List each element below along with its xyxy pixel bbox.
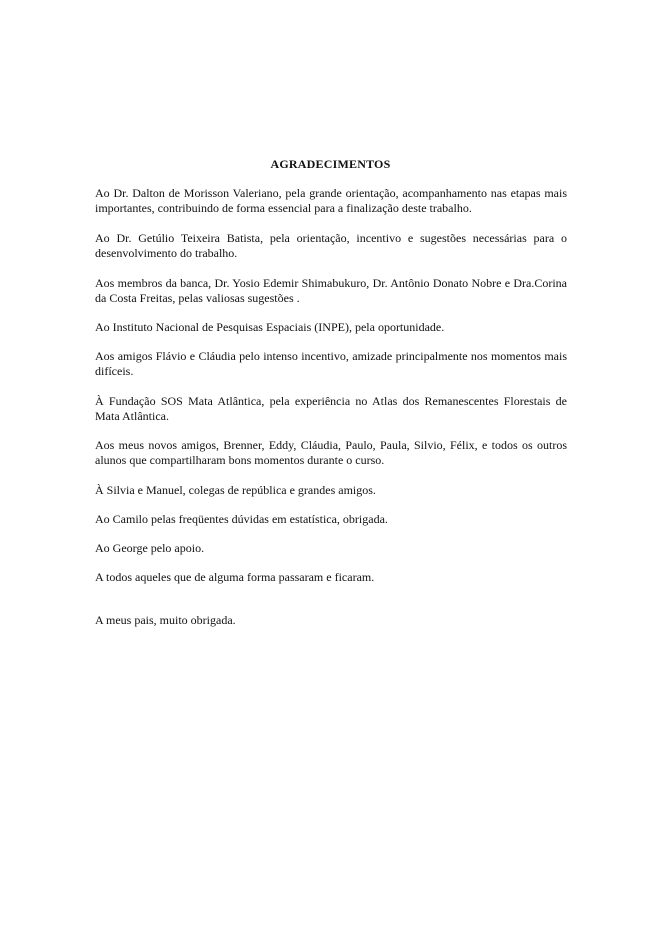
paragraph-camilo: Ao Camilo pelas freqüentes dúvidas em estatística, obrigada. [95, 512, 388, 526]
paragraph-sos-mata: À Fundação SOS Mata Atlântica, pela experiência no Atlas dos Remanescentes Florestais de Mata Atlântica. [95, 394, 567, 423]
paragraph-todos: A todos aqueles que de alguma forma passaram e ficaram. [95, 570, 375, 584]
paragraph-getulio: Ao Dr. Getúlio Teixeira Batista, pela orientação, incentivo e sugestões necessárias para o desenvolvimento do trabalho. [95, 231, 567, 260]
paragraph-pais: A meus pais, muito obrigada. [95, 613, 236, 627]
paragraph-dalton: Ao Dr. Dalton de Morisson Valeriano, pela grande orientação, acompanhamento nas etapas mais importantes, contribuindo de forma essencial para a finalização deste trabalho. [95, 186, 567, 215]
page-title: AGRADECIMENTOS [270, 157, 391, 171]
paragraph-silvia-manuel: À Silvia e Manuel, colegas de república e grandes amigos. [95, 483, 376, 497]
paragraph-banca: Aos membros da banca, Dr. Yosio Edemir Shimabukuro, Dr. Antônio Donato Nobre e Dra.Corina da Costa Freitas, pelas valiosas sugestões . [95, 276, 567, 305]
paragraph-flavio-claudia: Aos amigos Flávio e Cláudia pelo intenso incentivo, amizade principalmente nos momentos mais difíceis. [95, 349, 567, 378]
paragraph-novos-amigos: Aos meus novos amigos, Brenner, Eddy, Cláudia, Paulo, Paula, Silvio, Félix, e todos os outros alunos que compartilharam bons momentos durante o curso. [95, 438, 567, 467]
paragraph-george: Ao George pelo apoio. [95, 541, 205, 555]
paragraph-inpe: Ao Instituto Nacional de Pesquisas Espaciais (INPE), pela oportunidade. [95, 320, 445, 334]
